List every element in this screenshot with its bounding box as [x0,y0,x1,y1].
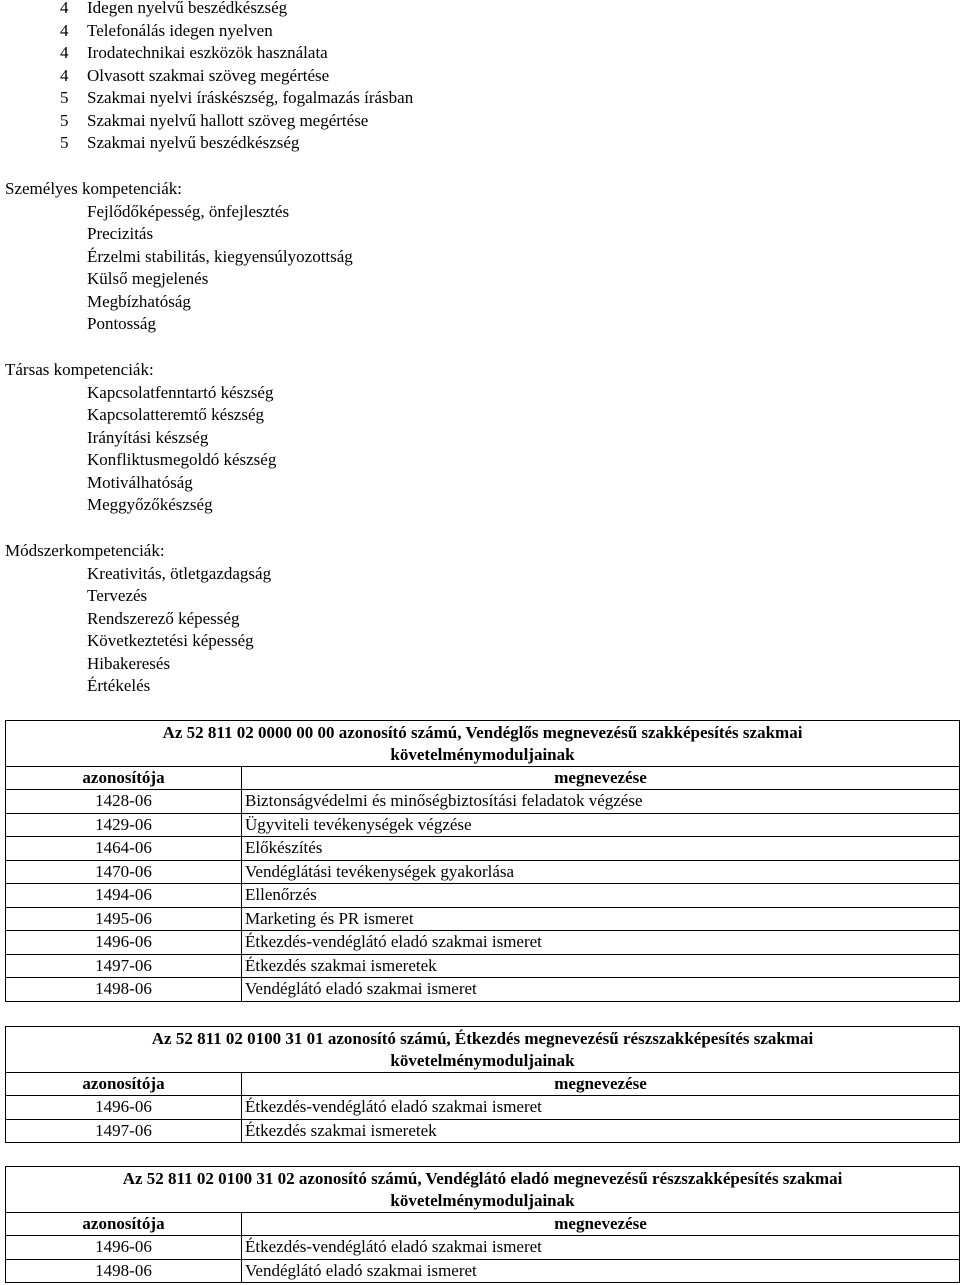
list-item: Kapcsolatfenntartó készség [87,383,274,402]
module-name: Előkészítés [242,837,960,861]
table-title-row [6,721,960,767]
skill-level: 4 [60,0,69,17]
module-table-vendeglato-elado [5,1166,960,1283]
table-title [6,1167,960,1213]
module-name: Vendéglátó eladó szakmai ismeret [242,1259,960,1283]
table-title-line: követelménymoduljainak [390,1051,575,1070]
table-header-row [6,767,960,790]
skill-level: 5 [60,133,69,152]
table-row [6,860,960,884]
module-code: 1496-06 [6,931,242,955]
column-header-name: megnevezése [242,1213,960,1236]
list-item: Következtetési képesség [87,631,254,650]
section-heading-method: Módszerkompetenciák: [5,541,165,560]
module-code: 1470-06 [6,860,242,884]
skill-level: 4 [60,66,69,85]
list-item: Értékelés [87,676,151,695]
section-heading-social: Társas kompetenciák: [5,360,154,379]
module-name: Vendéglátási tevékenységek gyakorlása [242,860,960,884]
table-header-row [6,1213,960,1236]
module-code: 1498-06 [6,978,242,1002]
module-code: 1494-06 [6,884,242,908]
table-row [6,1236,960,1260]
table-row [6,931,960,955]
column-header-id: azonosítója [6,1073,242,1096]
table-row [6,1119,960,1143]
module-code: 1497-06 [6,954,242,978]
module-name: Ellenőrzés [242,884,960,908]
list-item: Fejlődőképesség, önfejlesztés [87,202,290,221]
list-item: Megbízhatóság [87,292,191,311]
module-code: 1498-06 [6,1259,242,1283]
table-header-row [6,1073,960,1096]
skill-name: Szakmai nyelvi íráskészség, fogalmazás írásban [87,88,414,107]
skill-level: 4 [60,43,69,62]
module-code: 1496-06 [6,1236,242,1260]
table-row [6,907,960,931]
list-item: Precizitás [87,224,154,243]
skill-name: Irodatechnikai eszközök használata [87,43,328,62]
module-name: Étkezdés szakmai ismeretek [242,954,960,978]
table-title-row [6,1027,960,1073]
table-title-line: Az 52 811 02 0100 31 01 azonosító számú, Étkezdés megnevezésű részszakképesítés szakmai [151,1029,814,1048]
module-code: 1464-06 [6,837,242,861]
skill-name: Telefonálás idegen nyelven [87,21,273,40]
list-item: Rendszerező képesség [87,609,240,628]
module-table-etkezdes [5,1026,960,1143]
table-row [6,954,960,978]
table-title [6,721,960,767]
table-title-line: követelménymoduljainak [390,1191,575,1210]
table-row [6,1259,960,1283]
table-row [6,813,960,837]
module-name: Étkezdés-vendéglátó eladó szakmai ismeret [242,1236,960,1260]
table-row [6,1096,960,1120]
table-title-row [6,1167,960,1213]
list-item: Kapcsolatteremtő készség [87,405,265,424]
module-name: Ügyviteli tevékenységek végzése [242,813,960,837]
skill-name: Szakmai nyelvű beszédkészség [87,133,300,152]
section-heading-personal: Személyes kompetenciák: [5,179,183,198]
module-code: 1428-06 [6,790,242,814]
list-item: Meggyőzőkészség [87,495,213,514]
list-item: Érzelmi stabilitás, kiegyensúlyozottság [87,247,353,266]
module-name: Marketing és PR ismeret [242,907,960,931]
table-row [6,978,960,1002]
table-row [6,884,960,908]
list-item: Tervezés [87,586,148,605]
module-name: Étkezdés szakmai ismeretek [242,1119,960,1143]
module-code: 1496-06 [6,1096,242,1120]
skill-level: 5 [60,111,69,130]
list-item: Pontosság [87,314,156,333]
table-row [6,837,960,861]
skill-name: Idegen nyelvű beszédkészség [87,0,288,17]
table-title-line: Az 52 811 02 0100 31 02 azonosító számú, Vendéglátó eladó megnevezésű részszakképesítés szakmai [122,1169,843,1188]
module-name: Étkezdés-vendéglátó eladó szakmai ismeret [242,1096,960,1120]
column-header-id: azonosítója [6,767,242,790]
module-name: Vendéglátó eladó szakmai ismeret [242,978,960,1002]
skill-level: 4 [60,21,69,40]
table-title-line: követelménymoduljainak [390,745,575,764]
list-item: Konfliktusmegoldó készség [87,450,277,469]
list-item: Irányítási készség [87,428,209,447]
skill-name: Olvasott szakmai szöveg megértése [87,66,330,85]
skill-name: Szakmai nyelvű hallott szöveg megértése [87,111,369,130]
table-row [6,790,960,814]
table-title [6,1027,960,1073]
module-code: 1429-06 [6,813,242,837]
list-item: Kreativitás, ötletgazdagság [87,564,272,583]
module-name: Étkezdés-vendéglátó eladó szakmai ismeret [242,931,960,955]
module-name: Biztonságvédelmi és minőségbiztosítási feladatok végzése [242,790,960,814]
table-title-line: Az 52 811 02 0000 00 00 azonosító számú, Vendéglős megnevezésű szakképesítés szakmai [162,723,803,742]
module-table-vendeglos [5,720,960,1002]
module-code: 1497-06 [6,1119,242,1143]
list-item: Külső megjelenés [87,269,209,288]
column-header-id: azonosítója [6,1213,242,1236]
module-code: 1495-06 [6,907,242,931]
list-item: Hibakeresés [87,654,171,673]
column-header-name: megnevezése [242,767,960,790]
skill-level: 5 [60,88,69,107]
list-item: Motiválhatóság [87,473,193,492]
column-header-name: megnevezése [242,1073,960,1096]
